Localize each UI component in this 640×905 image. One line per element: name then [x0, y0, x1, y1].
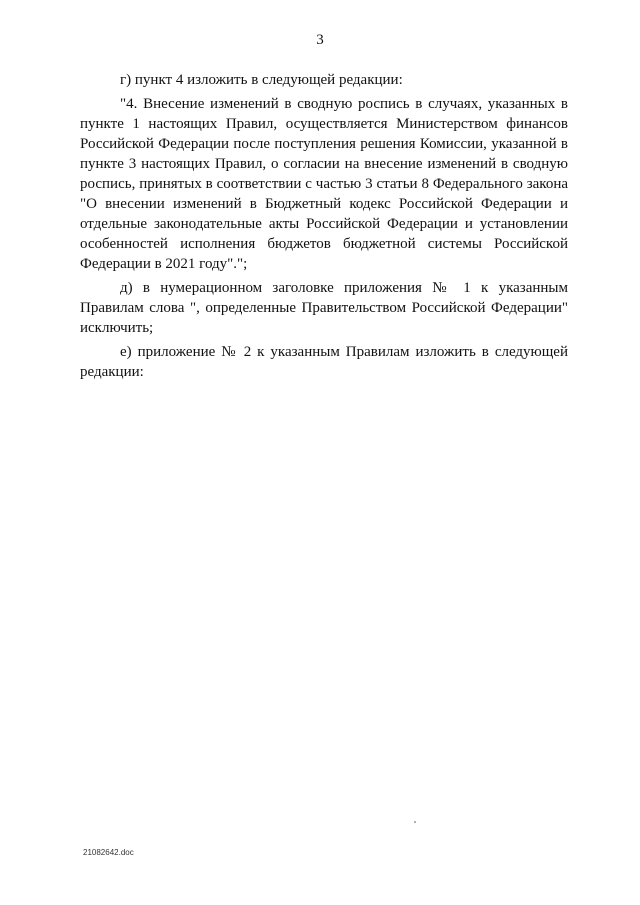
paragraph-d: д) в нумерационном заголовке приложения № 1 к указанным Правилам слова ", определенные Правительством Российской Федерации" исключить; — [80, 280, 568, 336]
paragraph-g: г) пункт 4 изложить в следующей редакции: — [120, 72, 403, 88]
document-body — [80, 70, 568, 386]
scan-speck — [414, 821, 416, 823]
page-number: 3 — [316, 32, 324, 48]
paragraph-e: е) приложение № 2 к указанным Правилам изложить в следующей редакции: — [80, 344, 568, 380]
document-code: 21082642.doc — [83, 848, 134, 857]
paragraph-quoted-point-4: "4. Внесение изменений в сводную роспись в случаях, указанных в пункте 1 настоящих Правил, осуществляется Министерством финансов Российской Федерации после поступления решения Комиссии, указанной в пункте 3 настоящих Правил, о согласии на внесение изменений в сводную роспись, принятых в соответствии с частью 3 статьи 8 Федерального закона "О внесении изменений в Бюджетный кодекс Российской Федерации и отдельные законодательные акты Российской Федерации и установлении особенностей исполнения бюджетов бюджетной системы Российской Федерации в 2021 году"."; — [80, 96, 568, 272]
